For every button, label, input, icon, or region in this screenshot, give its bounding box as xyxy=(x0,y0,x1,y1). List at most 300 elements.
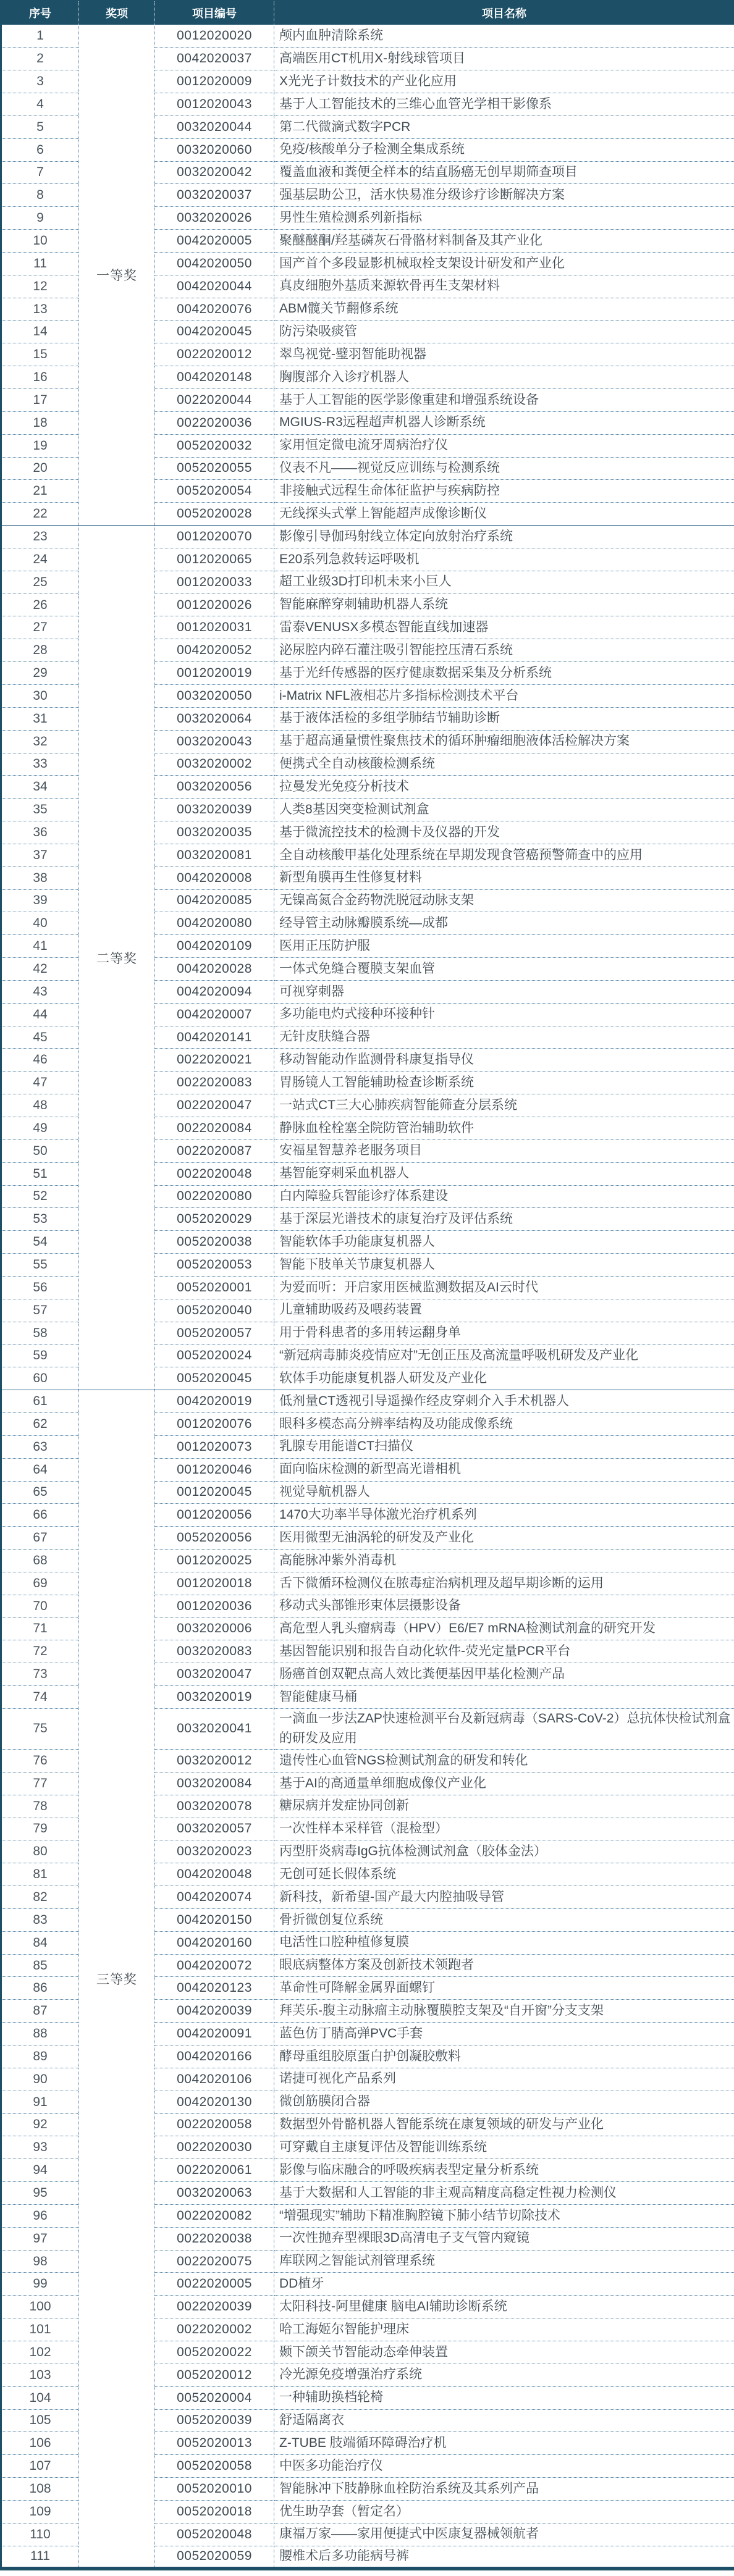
row-number-cell: 29 xyxy=(1,662,79,685)
project-id-cell: 0032020063 xyxy=(155,2182,274,2205)
project-name-cell: 基于微流控技术的检测卡及仪器的开发 xyxy=(274,821,734,844)
row-number-cell: 20 xyxy=(1,457,79,480)
project-id-cell: 0012020009 xyxy=(155,70,274,93)
project-id-cell: 0022020044 xyxy=(155,389,274,412)
project-id-cell: 0022020075 xyxy=(155,2250,274,2273)
project-id-cell: 0032020039 xyxy=(155,799,274,821)
project-id-cell: 0052020040 xyxy=(155,1299,274,1322)
project-name-cell: 诺捷可视化产品系列 xyxy=(274,2068,734,2091)
project-name-cell: 一次性样本采样管（混检型） xyxy=(274,1818,734,1840)
project-name-cell: 泌尿腔内碎石灌注吸引智能控压清石系统 xyxy=(274,639,734,662)
project-id-cell: 0052020058 xyxy=(155,2455,274,2478)
project-name-cell: 微创筋膜闭合器 xyxy=(274,2091,734,2113)
project-id-cell: 0032020047 xyxy=(155,1663,274,1686)
project-id-cell: 0032020078 xyxy=(155,1795,274,1818)
project-name-cell: 革命性可降解金属界面螺钉 xyxy=(274,1977,734,2000)
row-number-cell: 57 xyxy=(1,1299,79,1322)
project-name-cell: 基于液体活检的多组学肺结节辅助诊断 xyxy=(274,707,734,730)
project-id-cell: 0032020050 xyxy=(155,684,274,707)
row-number-cell: 69 xyxy=(1,1572,79,1595)
project-id-cell: 0032020042 xyxy=(155,161,274,184)
project-name-cell: 为爱而听：开启家用医械监测数据及AI云时代 xyxy=(274,1276,734,1299)
project-id-cell: 0042020123 xyxy=(155,1977,274,2000)
project-name-cell: 基于人工智能技术的三维心血管光学相干影像系 xyxy=(274,93,734,116)
project-name-cell: 骨折微创复位系统 xyxy=(274,1908,734,1931)
row-number-cell: 48 xyxy=(1,1094,79,1117)
project-name-cell: 低剂量CT透视引导遥操作经皮穿刺介入手术机器人 xyxy=(274,1390,734,1413)
project-id-cell: 0012020020 xyxy=(155,25,274,48)
project-id-cell: 0042020076 xyxy=(155,298,274,321)
project-name-cell: 眼底病整体方案及创新技术领跑者 xyxy=(274,1954,734,1977)
project-name-cell: 覆盖血液和粪便全样本的结直肠癌无创早期筛查项目 xyxy=(274,161,734,184)
row-number-cell: 98 xyxy=(1,2250,79,2273)
project-id-cell: 0042020150 xyxy=(155,1908,274,1931)
column-header-name: 项目名称 xyxy=(274,1,734,25)
row-number-cell: 70 xyxy=(1,1595,79,1617)
row-number-cell: 40 xyxy=(1,912,79,935)
project-id-cell: 0042020050 xyxy=(155,252,274,275)
project-id-cell: 0052020059 xyxy=(155,2546,274,2569)
project-name-cell: 康福万家——家用便捷式中医康复器械领航者 xyxy=(274,2523,734,2546)
project-name-cell: 多功能电灼式接种环接种针 xyxy=(274,1003,734,1026)
project-name-cell: 智能麻醉穿刺辅助机器人系统 xyxy=(274,594,734,616)
row-number-cell: 61 xyxy=(1,1390,79,1413)
table-body xyxy=(1,25,734,2569)
row-number-cell: 100 xyxy=(1,2296,79,2318)
project-id-cell: 0042020074 xyxy=(155,1886,274,1909)
project-id-cell: 0052020018 xyxy=(155,2500,274,2523)
row-number-cell: 54 xyxy=(1,1231,79,1254)
row-number-cell: 22 xyxy=(1,503,79,526)
row-number-cell: 59 xyxy=(1,1345,79,1367)
project-id-cell: 0012020056 xyxy=(155,1504,274,1527)
project-name-cell: 用于骨科患者的多用转运翻身单 xyxy=(274,1322,734,1345)
row-number-cell: 31 xyxy=(1,707,79,730)
project-name-cell: 高能脉冲紫外消毒机 xyxy=(274,1550,734,1572)
project-id-cell: 0052020056 xyxy=(155,1527,274,1550)
project-name-cell: 医用微型无油涡轮的研发及产业化 xyxy=(274,1527,734,1550)
project-id-cell: 0032020037 xyxy=(155,184,274,207)
project-name-cell: 白内障验兵智能诊疗体系建设 xyxy=(274,1185,734,1208)
project-name-cell: 腰椎术后多功能病号裤 xyxy=(274,2546,734,2569)
row-number-cell: 11 xyxy=(1,252,79,275)
project-id-cell: 0052020028 xyxy=(155,503,274,526)
project-id-cell: 0022020087 xyxy=(155,1139,274,1162)
row-number-cell: 12 xyxy=(1,275,79,298)
project-name-cell: 软体手功能康复机器人研发及产业化 xyxy=(274,1367,734,1390)
project-id-cell: 0012020073 xyxy=(155,1435,274,1458)
project-id-cell: 0052020048 xyxy=(155,2523,274,2546)
row-number-cell: 86 xyxy=(1,1977,79,2000)
project-name-cell: 经导管主动脉瓣膜系统—成都 xyxy=(274,912,734,935)
row-number-cell: 56 xyxy=(1,1276,79,1299)
row-number-cell: 53 xyxy=(1,1208,79,1231)
project-id-cell: 0052020001 xyxy=(155,1276,274,1299)
project-name-cell: 聚醚醚酮/羟基磷灰石骨骼材料制备及其产业化 xyxy=(274,230,734,253)
row-number-cell: 108 xyxy=(1,2478,79,2501)
award-cell: 一等奖 xyxy=(79,25,155,526)
project-name-cell: 智能下肢单关节康复机器人 xyxy=(274,1254,734,1277)
project-id-cell: 0032020035 xyxy=(155,821,274,844)
project-id-cell: 0052020029 xyxy=(155,1208,274,1231)
row-number-cell: 84 xyxy=(1,1931,79,1954)
row-number-cell: 5 xyxy=(1,115,79,138)
project-name-cell: 一体式免缝合覆膜支架血管 xyxy=(274,958,734,981)
project-id-cell: 0032020041 xyxy=(155,1708,274,1749)
project-id-cell: 0042020037 xyxy=(155,48,274,70)
project-name-cell: 可穿戴自主康复评估及智能训练系统 xyxy=(274,2136,734,2159)
project-id-cell: 0052020022 xyxy=(155,2341,274,2364)
row-number-cell: 104 xyxy=(1,2386,79,2409)
project-id-cell: 0032020023 xyxy=(155,1840,274,1863)
project-id-cell: 0032020012 xyxy=(155,1750,274,1773)
row-number-cell: 49 xyxy=(1,1117,79,1140)
project-name-cell: 基于深层光谱技术的康复治疗及评估系统 xyxy=(274,1208,734,1231)
row-number-cell: 46 xyxy=(1,1049,79,1072)
row-number-cell: 17 xyxy=(1,389,79,412)
project-name-cell: 蓝色仿丁腈高弹PVC手套 xyxy=(274,2023,734,2045)
row-number-cell: 52 xyxy=(1,1185,79,1208)
project-name-cell: 便携式全自动核酸检测系统 xyxy=(274,753,734,776)
row-number-cell: 99 xyxy=(1,2273,79,2296)
project-id-cell: 0022020058 xyxy=(155,2113,274,2136)
row-number-cell: 30 xyxy=(1,684,79,707)
project-name-cell: 丙型肝炎病毒IgG抗体检测试剂盒（胶体金法） xyxy=(274,1840,734,1863)
row-number-cell: 41 xyxy=(1,935,79,958)
row-number-cell: 64 xyxy=(1,1458,79,1481)
project-name-cell: 舒适隔离衣 xyxy=(274,2409,734,2432)
row-number-cell: 39 xyxy=(1,889,79,912)
row-number-cell: 85 xyxy=(1,1954,79,1977)
row-number-cell: 94 xyxy=(1,2159,79,2182)
project-id-cell: 0042020085 xyxy=(155,889,274,912)
row-number-cell: 82 xyxy=(1,1886,79,1909)
project-name-cell: 仪表不凡——视觉反应训练与检测系统 xyxy=(274,457,734,480)
project-name-cell: 哈工海姬尔智能护理床 xyxy=(274,2318,734,2341)
project-name-cell: 男性生殖检测系列新指标 xyxy=(274,207,734,230)
project-name-cell: 超工业级3D打印机未来小巨人 xyxy=(274,571,734,594)
project-id-cell: 0022020021 xyxy=(155,1049,274,1072)
row-number-cell: 73 xyxy=(1,1663,79,1686)
row-number-cell: 77 xyxy=(1,1772,79,1795)
row-number-cell: 7 xyxy=(1,161,79,184)
row-number-cell: 107 xyxy=(1,2455,79,2478)
project-name-cell: 雷泰VENUSX多模态智能直线加速器 xyxy=(274,616,734,639)
project-name-cell: 智能软体手功能康复机器人 xyxy=(274,1231,734,1254)
row-number-cell: 4 xyxy=(1,93,79,116)
row-number-cell: 23 xyxy=(1,526,79,548)
project-name-cell: 糖尿病并发症协同创新 xyxy=(274,1795,734,1818)
project-id-cell: 0042020072 xyxy=(155,1954,274,1977)
row-number-cell: 68 xyxy=(1,1550,79,1572)
project-name-cell: 国产首个多段显影机械取栓支架设计研发和产业化 xyxy=(274,252,734,275)
project-id-cell: 0012020045 xyxy=(155,1481,274,1504)
project-id-cell: 0032020043 xyxy=(155,730,274,753)
project-id-cell: 0052020053 xyxy=(155,1254,274,1277)
project-name-cell: 视觉导航机器人 xyxy=(274,1481,734,1504)
row-number-cell: 37 xyxy=(1,844,79,866)
project-id-cell: 0042020094 xyxy=(155,980,274,1003)
row-number-cell: 79 xyxy=(1,1818,79,1840)
row-number-cell: 97 xyxy=(1,2227,79,2250)
project-id-cell: 0032020006 xyxy=(155,1617,274,1640)
project-id-cell: 0032020060 xyxy=(155,138,274,161)
project-name-cell: 基于超高通量惯性聚焦技术的循环肿瘤细胞液体活检解决方案 xyxy=(274,730,734,753)
project-name-cell: 高端医用CT机用X-射线球管项目 xyxy=(274,48,734,70)
column-header-id: 项目编号 xyxy=(155,1,274,25)
row-number-cell: 102 xyxy=(1,2341,79,2364)
project-name-cell: X光光子计数技术的产业化应用 xyxy=(274,70,734,93)
project-id-cell: 0042020141 xyxy=(155,1026,274,1049)
project-name-cell: 冷光源免疫增强治疗系统 xyxy=(274,2364,734,2386)
row-number-cell: 8 xyxy=(1,184,79,207)
project-id-cell: 0012020025 xyxy=(155,1550,274,1572)
project-name-cell: 基于人工智能的医学影像重建和增强系统设备 xyxy=(274,389,734,412)
row-number-cell: 95 xyxy=(1,2182,79,2205)
project-id-cell: 0052020055 xyxy=(155,457,274,480)
project-name-cell: 基因智能识别和报告自动化软件-荧光定量PCR平台 xyxy=(274,1640,734,1663)
project-id-cell: 0052020010 xyxy=(155,2478,274,2501)
project-name-cell: 1470大功率半导体激光治疗机系列 xyxy=(274,1504,734,1527)
row-number-cell: 32 xyxy=(1,730,79,753)
row-number-cell: 65 xyxy=(1,1481,79,1504)
project-id-cell: 0022020005 xyxy=(155,2273,274,2296)
table-row xyxy=(1,25,734,48)
project-id-cell: 0052020013 xyxy=(155,2432,274,2455)
row-number-cell: 25 xyxy=(1,571,79,594)
row-number-cell: 105 xyxy=(1,2409,79,2432)
project-name-cell: 数据型外骨骼机器人智能系统在康复领域的研发与产业化 xyxy=(274,2113,734,2136)
project-name-cell: 乳腺专用能谱CT扫描仪 xyxy=(274,1435,734,1458)
project-name-cell: 高危型人乳头瘤病毒（HPV）E6/E7 mRNA检测试剂盒的研究开发 xyxy=(274,1617,734,1640)
row-number-cell: 13 xyxy=(1,298,79,321)
row-number-cell: 27 xyxy=(1,616,79,639)
project-id-cell: 0052020057 xyxy=(155,1322,274,1345)
project-id-cell: 0042020160 xyxy=(155,1931,274,1954)
project-id-cell: 0022020083 xyxy=(155,1072,274,1094)
row-number-cell: 66 xyxy=(1,1504,79,1527)
project-name-cell: 胃肠镜人工智能辅助检查诊断系统 xyxy=(274,1072,734,1094)
project-id-cell: 0012020019 xyxy=(155,662,274,685)
row-number-cell: 89 xyxy=(1,2045,79,2068)
project-id-cell: 0042020091 xyxy=(155,2023,274,2045)
project-name-cell: 无线探头式掌上智能超声成像诊断仪 xyxy=(274,503,734,526)
project-id-cell: 0042020166 xyxy=(155,2045,274,2068)
row-number-cell: 21 xyxy=(1,480,79,503)
project-id-cell: 0032020002 xyxy=(155,753,274,776)
row-number-cell: 111 xyxy=(1,2546,79,2569)
project-id-cell: 0032020056 xyxy=(155,776,274,799)
project-name-cell: 家用恒定微电流牙周病治疗仪 xyxy=(274,434,734,457)
row-number-cell: 47 xyxy=(1,1072,79,1094)
row-number-cell: 78 xyxy=(1,1795,79,1818)
row-number-cell: 101 xyxy=(1,2318,79,2341)
project-name-cell: 智能健康马桶 xyxy=(274,1686,734,1709)
project-name-cell: 非接触式远程生命体征监护与疾病防控 xyxy=(274,480,734,503)
project-name-cell: 可视穿刺器 xyxy=(274,980,734,1003)
row-number-cell: 43 xyxy=(1,980,79,1003)
project-name-cell: 静脉血栓栓塞全院防管治辅助软件 xyxy=(274,1117,734,1140)
project-id-cell: 0042020148 xyxy=(155,366,274,389)
project-id-cell: 0012020033 xyxy=(155,571,274,594)
project-name-cell: 移动式头部锥形束体层摄影设备 xyxy=(274,1595,734,1617)
project-id-cell: 0022020048 xyxy=(155,1162,274,1185)
row-number-cell: 1 xyxy=(1,25,79,48)
project-name-cell: 眼科多模态高分辨率结构及功能成像系统 xyxy=(274,1412,734,1435)
project-id-cell: 0042020080 xyxy=(155,912,274,935)
project-id-cell: 0022020038 xyxy=(155,2227,274,2250)
row-number-cell: 71 xyxy=(1,1617,79,1640)
row-number-cell: 60 xyxy=(1,1367,79,1390)
row-number-cell: 81 xyxy=(1,1863,79,1886)
project-name-cell: ABM髋关节翻修系统 xyxy=(274,298,734,321)
row-number-cell: 38 xyxy=(1,866,79,889)
project-id-cell: 0032020083 xyxy=(155,1640,274,1663)
project-id-cell: 0032020081 xyxy=(155,844,274,866)
row-number-cell: 16 xyxy=(1,366,79,389)
project-name-cell: 一站式CT三大心肺疾病智能筛查分层系统 xyxy=(274,1094,734,1117)
row-number-cell: 92 xyxy=(1,2113,79,2136)
project-name-cell: E20系列急救转运呼吸机 xyxy=(274,548,734,571)
project-id-cell: 0042020130 xyxy=(155,2091,274,2113)
project-name-cell: 安福星智慧养老服务项目 xyxy=(274,1139,734,1162)
project-name-cell: 一种辅助换档轮椅 xyxy=(274,2386,734,2409)
project-name-cell: DD植牙 xyxy=(274,2273,734,2296)
project-id-cell: 0032020064 xyxy=(155,707,274,730)
project-id-cell: 0012020031 xyxy=(155,616,274,639)
project-name-cell: 免疫/核酸单分子检测全集成系统 xyxy=(274,138,734,161)
project-name-cell: 胸腹部介入诊疗机器人 xyxy=(274,366,734,389)
project-name-cell: 面向临床检测的新型高光谱相机 xyxy=(274,1458,734,1481)
project-name-cell: 无创可延长假体系统 xyxy=(274,1863,734,1886)
row-number-cell: 110 xyxy=(1,2523,79,2546)
row-number-cell: 50 xyxy=(1,1139,79,1162)
project-id-cell: 0042020109 xyxy=(155,935,274,958)
project-id-cell: 0012020070 xyxy=(155,526,274,548)
project-id-cell: 0052020004 xyxy=(155,2386,274,2409)
project-id-cell: 0022020047 xyxy=(155,1094,274,1117)
project-name-cell: 儿童辅助吸药及喂药装置 xyxy=(274,1299,734,1322)
project-name-cell: 电活性口腔种植修复膜 xyxy=(274,1931,734,1954)
project-id-cell: 0042020106 xyxy=(155,2068,274,2091)
row-number-cell: 9 xyxy=(1,207,79,230)
project-id-cell: 0032020026 xyxy=(155,207,274,230)
project-id-cell: 0052020038 xyxy=(155,1231,274,1254)
project-name-cell: 遗传性心血管NGS检测试剂盒的研发和转化 xyxy=(274,1750,734,1773)
project-id-cell: 0052020012 xyxy=(155,2364,274,2386)
row-number-cell: 44 xyxy=(1,1003,79,1026)
row-number-cell: 63 xyxy=(1,1435,79,1458)
row-number-cell: 62 xyxy=(1,1412,79,1435)
row-number-cell: 2 xyxy=(1,48,79,70)
project-name-cell: 优生助孕套（暂定名） xyxy=(274,2500,734,2523)
row-number-cell: 34 xyxy=(1,776,79,799)
project-id-cell: 0052020054 xyxy=(155,480,274,503)
project-name-cell: 智能脉冲下肢静脉血栓防治系统及其系列产品 xyxy=(274,2478,734,2501)
project-name-cell: 一次性抛弃型裸眼3D高清电子支气管内窥镜 xyxy=(274,2227,734,2250)
project-name-cell: 库联网之智能试剂管理系统 xyxy=(274,2250,734,2273)
project-id-cell: 0022020030 xyxy=(155,2136,274,2159)
project-id-cell: 0022020061 xyxy=(155,2159,274,2182)
project-id-cell: 0022020002 xyxy=(155,2318,274,2341)
row-number-cell: 76 xyxy=(1,1750,79,1773)
project-name-cell: 基于AI的高通量单细胞成像仪产业化 xyxy=(274,1772,734,1795)
project-id-cell: 0012020046 xyxy=(155,1458,274,1481)
project-id-cell: 0042020028 xyxy=(155,958,274,981)
project-name-cell: 真皮细胞外基质来源软骨再生支架材料 xyxy=(274,275,734,298)
project-name-cell: 无针皮肤缝合器 xyxy=(274,1026,734,1049)
row-number-cell: 10 xyxy=(1,230,79,253)
row-number-cell: 55 xyxy=(1,1254,79,1277)
row-number-cell: 42 xyxy=(1,958,79,981)
award-cell: 三等奖 xyxy=(79,1390,155,2569)
project-name-cell: 颅内血肿清除系统 xyxy=(274,25,734,48)
project-name-cell: 医用正压防护服 xyxy=(274,935,734,958)
project-id-cell: 0012020018 xyxy=(155,1572,274,1595)
project-name-cell: 防污染吸痰管 xyxy=(274,321,734,343)
row-number-cell: 96 xyxy=(1,2204,79,2227)
project-id-cell: 0022020084 xyxy=(155,1117,274,1140)
project-id-cell: 0012020065 xyxy=(155,548,274,571)
row-number-cell: 67 xyxy=(1,1527,79,1550)
row-number-cell: 6 xyxy=(1,138,79,161)
project-id-cell: 0042020045 xyxy=(155,321,274,343)
project-name-cell: 人类8基因突变检测试剂盒 xyxy=(274,799,734,821)
row-number-cell: 18 xyxy=(1,411,79,434)
project-name-cell: 基智能穿刺采血机器人 xyxy=(274,1162,734,1185)
project-name-cell: 颞下颌关节智能动态牵伸装置 xyxy=(274,2341,734,2364)
project-id-cell: 0042020008 xyxy=(155,866,274,889)
project-name-cell: 酵母重组胶原蛋白护创凝胶敷料 xyxy=(274,2045,734,2068)
project-id-cell: 0052020032 xyxy=(155,434,274,457)
row-number-cell: 19 xyxy=(1,434,79,457)
project-id-cell: 0012020076 xyxy=(155,1412,274,1435)
column-header-award: 奖项 xyxy=(79,1,155,25)
project-name-cell: 基于光纤传感器的医疗健康数据采集及分析系统 xyxy=(274,662,734,685)
row-number-cell: 3 xyxy=(1,70,79,93)
project-id-cell: 0022020039 xyxy=(155,2296,274,2318)
project-id-cell: 0052020045 xyxy=(155,1367,274,1390)
project-id-cell: 0012020043 xyxy=(155,93,274,116)
project-name-cell: 影像与临床融合的呼吸疾病表型定量分析系统 xyxy=(274,2159,734,2182)
project-name-cell: “增强现实”辅助下精准胸腔镜下肺小结节切除技术 xyxy=(274,2204,734,2227)
project-name-cell: 太阳科技-阿里健康 脑电AI辅助诊断系统 xyxy=(274,2296,734,2318)
project-name-cell: 强基层助公卫，活水快易准分级诊疗诊断解决方案 xyxy=(274,184,734,207)
project-name-cell: 舌下微循环检测仪在脓毒症治病机理及超早期诊断的运用 xyxy=(274,1572,734,1595)
project-id-cell: 0042020039 xyxy=(155,2000,274,2023)
table-row xyxy=(1,1390,734,1413)
project-name-cell: 拜芙乐-腹主动脉瘤主动脉覆膜腔支架及“自开窗”分支支架 xyxy=(274,2000,734,2023)
row-number-cell: 88 xyxy=(1,2023,79,2045)
project-id-cell: 0022020036 xyxy=(155,411,274,434)
project-name-cell: 新型角膜再生性修复材料 xyxy=(274,866,734,889)
row-number-cell: 72 xyxy=(1,1640,79,1663)
row-number-cell: 106 xyxy=(1,2432,79,2455)
project-id-cell: 0032020084 xyxy=(155,1772,274,1795)
project-id-cell: 0042020019 xyxy=(155,1390,274,1413)
project-id-cell: 0022020080 xyxy=(155,1185,274,1208)
project-name-cell: 基于大数据和人工智能的非主观高精度高稳定性视力检测仪 xyxy=(274,2182,734,2205)
award-cell: 二等奖 xyxy=(79,526,155,1390)
project-id-cell: 0032020019 xyxy=(155,1686,274,1709)
project-name-cell: 中医多功能治疗仪 xyxy=(274,2455,734,2478)
row-number-cell: 58 xyxy=(1,1322,79,1345)
project-id-cell: 0052020039 xyxy=(155,2409,274,2432)
row-number-cell: 109 xyxy=(1,2500,79,2523)
table-row xyxy=(1,526,734,548)
project-name-cell: 移动智能动作监测骨科康复指导仪 xyxy=(274,1049,734,1072)
row-number-cell: 90 xyxy=(1,2068,79,2091)
